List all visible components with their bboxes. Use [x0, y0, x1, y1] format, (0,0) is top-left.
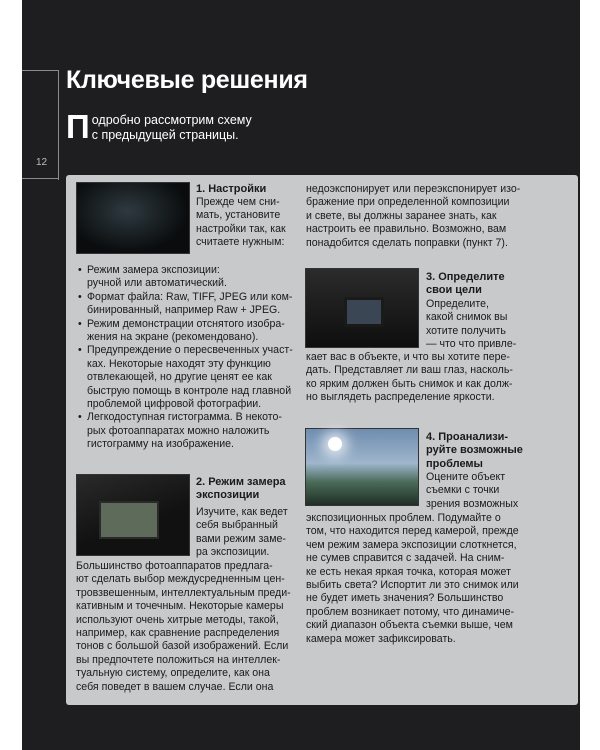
section1-heading: 1. Настройки [196, 183, 267, 195]
list-item: • Легкодоступная гистограмма. В некото- рых фотоаппаратах можно наложить гистограмму на изображение. [78, 411, 300, 451]
corner-rule-vertical [58, 70, 59, 180]
intro-text: одробно рассмотрим схему с предыдущей страницы. [91, 113, 252, 142]
section3-side-text: Определите, какой снимок вы хотите получить — что что привле- [426, 298, 517, 351]
camera-settings-photo [76, 182, 190, 254]
section4-side-text: Оцените объект съемки с точки зрения возможных [426, 471, 519, 510]
camera-lcd-photo [76, 474, 190, 556]
corner-rule-top [22, 70, 59, 71]
section2-side-text: Изучите, как ведет себя выбранный вами режим заме- ра экспозиции. [196, 506, 288, 559]
page-title: Ключевые решения [66, 66, 308, 94]
list-item: • Режим демонстрации отснятого изобра- жения на экране (рекомендовано). [78, 318, 300, 345]
list-item: • Предупреждение о пересвеченных участ- ках. Некоторые находят эту функцию отвлекающей, но другие ценят ее как быструю помощь в контроле над главной проблемой цифровой фотографии. [78, 344, 300, 411]
page-number: 12 [36, 157, 48, 168]
section3-body-text: кает вас в объекте, и что вы хотите пере- дать. Представляет ли ваш глаз, насколь- ко ярким должен быть снимок и как долж- но выглядеть распределение яркости. [306, 351, 513, 404]
section4-heading: 4. Проанализи- руйте возможные проблемы [426, 431, 523, 470]
settings-bullet-list [78, 264, 300, 452]
lcd-screen [99, 501, 159, 539]
intro-paragraph [66, 108, 286, 145]
viewfinder-window [344, 297, 384, 327]
section2-heading: 2. Режим замера экспозиции [196, 476, 286, 502]
section4-body-text: экспозиционных проблем. Подумайте о том, что находится перед камерой, прежде чем режим замера экспозиции слоткнется, не сумев справится с задачей. На сним- ке есть некая яркая точка, которая может выбить света? Испортит ли это снимок или не будет иметь значения? Большинство проблем возникает потому, что динамиче- ский диапазон объекта съемки выше, чем камера может зафиксировать. [306, 512, 519, 645]
sun-glare [328, 437, 342, 451]
list-item: • Режим замера экспозиции: ручной или автоматический. [78, 264, 300, 291]
intro-dropcap: П [66, 108, 90, 145]
column2-continued-text: недоэкспонирует или переэкспонирует изо- бражение при определенной композиции и свете, вы должны заранее знать, как настроить ее правильно. Возможно, вам понадобится сделать поправки (пункт 7). [306, 183, 521, 249]
section1-side-text: Прежде чем сни- мать, установите настройки так, как считаете нужным: [196, 196, 286, 249]
list-item: • Формат файла: Raw, TIFF, JPEG или ком- бинированный, например Raw + JPEG. [78, 291, 300, 318]
corner-rule-bottom [22, 178, 59, 179]
section2-body-text: Большинство фотоаппаратов предлага- ют сделать выбор междусредненным цен- тровзвешенным, интеллектуальным преди- кативным и точечным. Некоторые камеры используют очень хитрые методы, такой, например, как сравнение распределения тонов с большой базой изображений. Если вы предпочтете положиться на интеллек- туальную систему, определите, как она себя поведет в вашем случае. Если она [76, 560, 291, 693]
section3-heading: 3. Определите свои цели [426, 271, 505, 297]
camera-viewfinder-photo [305, 268, 419, 348]
landscape-sun-photo [305, 428, 419, 506]
